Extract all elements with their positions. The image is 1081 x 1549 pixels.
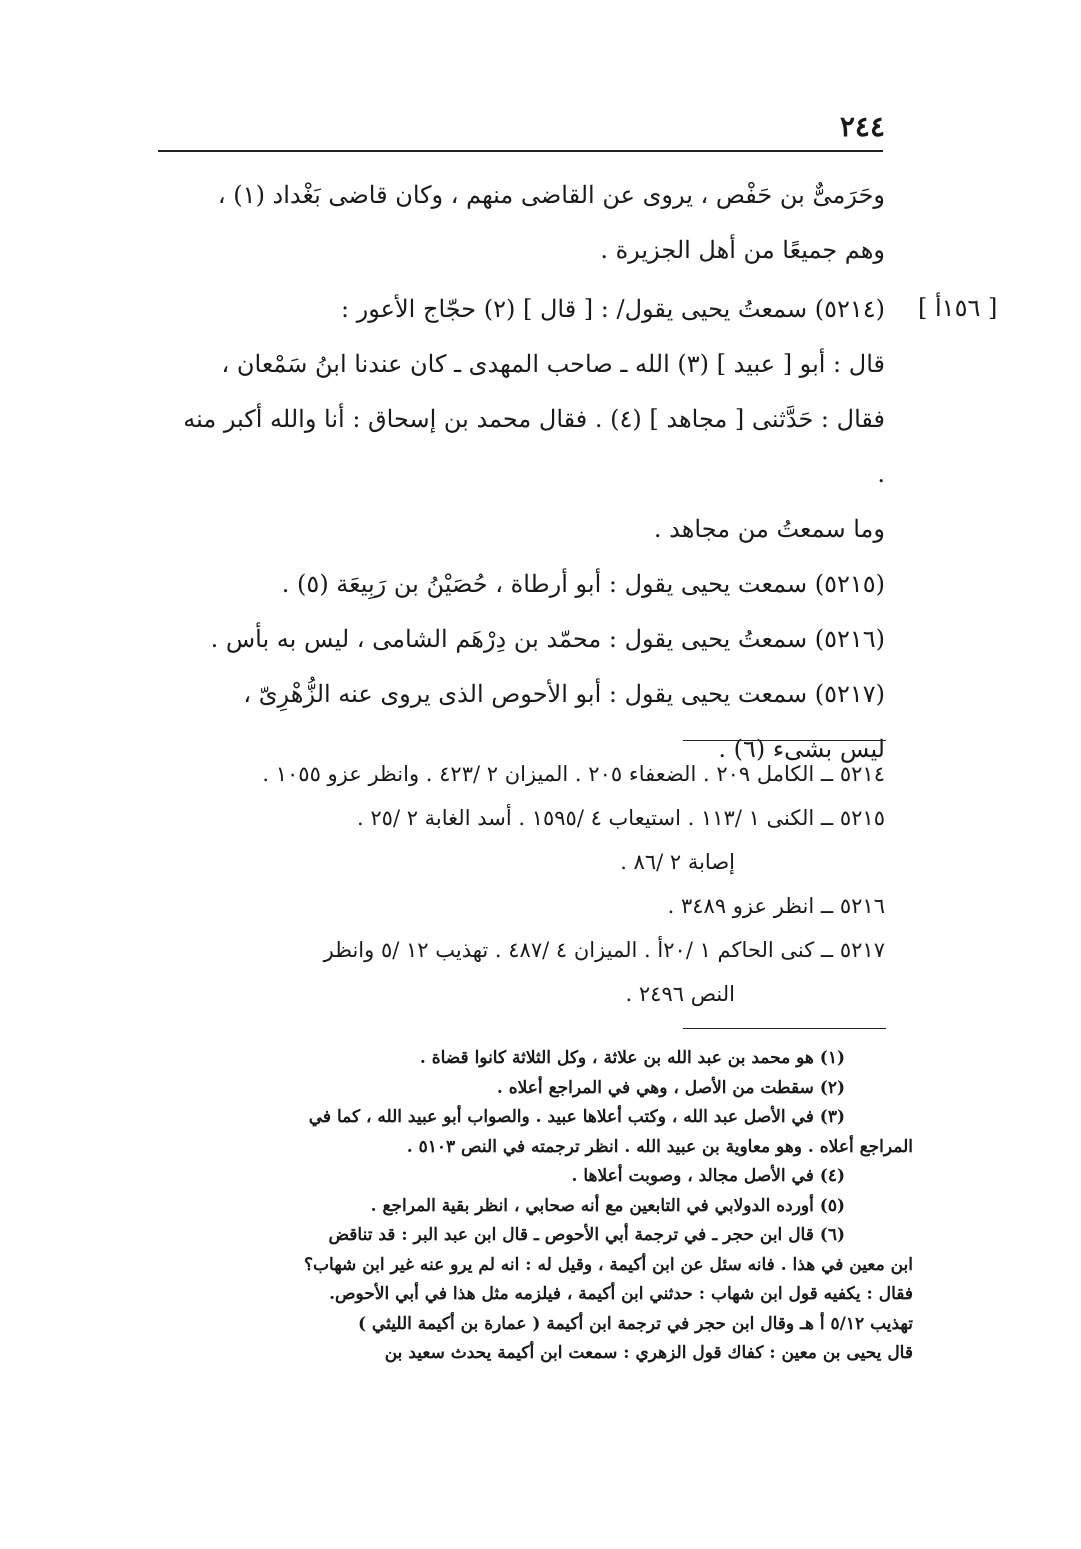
margin-reference: [ ١٥٦أ ] xyxy=(918,294,998,322)
main-line: (٥٢١٥) سمعت يحيى يقول : أبو أرطاة ، حُصَيْنُ بن رَبِيعَة (٥) . xyxy=(281,570,885,598)
footnote-line: قال يحيى بن معين : كفاك قول الزهري : سمعت ابن أكيمة يحدث سعيد بن xyxy=(384,1343,913,1363)
footnote-line: (٥) أورده الدولابي في التابعين مع أنه صحابي ، انظر بقية المراجع . xyxy=(370,1195,845,1216)
main-line: وهم جميعًا من أهل الجزيرة . xyxy=(600,236,885,264)
footnote-line: ابن معين في هذا . فانه سئل عن ابن أكيمة ، وقيل له : انه لم يرو عنه غير ابن شهاب؟ xyxy=(304,1254,913,1275)
footnote-line: (٣) في الأصل عبد الله ، وكتب أعلاها عبيد . والصواب أبو عبيد الله ، كما في xyxy=(308,1107,845,1127)
main-line: (٥٢١٧) سمعت يحيى يقول : أبو الأحوص الذى يروى عنه الزُّهْرِىّ ، xyxy=(243,680,885,708)
main-line: ليس بشىء (٦) . xyxy=(718,735,885,763)
footnote-line: فقال : يكفيه قول ابن شهاب : حدثني ابن أكيمة ، فيلزمه مثل هذا في أبي الأحوص. xyxy=(329,1284,913,1304)
footnote-line: (١) هو محمد بن عبد الله بن علاثة ، وكل الثلاثة كانوا قضاة . xyxy=(419,1048,845,1068)
source-line: ٥٢١٦ ــ انظر عزو ٣٤٨٩ . xyxy=(667,894,885,918)
footnote-line: (٦) قال ابن حجر ـ في ترجمة أبي الأحوص ـ قال ابن عبد البر : قد تناقض xyxy=(328,1225,845,1245)
source-line: ٥٢١٧ ــ كنى الحاكم ١ /٢٠أ . الميزان ٤ /٤٨٧ . تهذيب ١٢ /٥ وانظر xyxy=(323,938,885,962)
page-number: ٢٤٤ xyxy=(839,110,885,143)
footnote-line: تهذيب ٥/١٢ أ هـ وقال ابن حجر في ترجمة ابن أكيمة ( عمارة بن أكيمة الليثي ) xyxy=(357,1313,913,1334)
header-rule xyxy=(158,150,883,152)
footnotes xyxy=(155,1044,913,1369)
main-text xyxy=(175,168,885,777)
footnote-line: المراجع أعلاه . وهو معاوية بن عبيد الله . انظر ترجمته في النص ٥١٠٣ . xyxy=(406,1136,913,1157)
main-line: وما سمعتُ من مجاهد . xyxy=(653,515,885,543)
footnote-line: (٤) في الأصل مجالد ، وصوبت أعلاها . xyxy=(571,1166,845,1186)
source-line: النص ٢٤٩٦ . xyxy=(625,982,735,1006)
notes-rule xyxy=(683,1028,886,1029)
main-line: وحَرَمىٌّ بن حَفْص ، يروى عن القاضى منهم ، وكان قاضى بَغْداد (١) ، xyxy=(217,181,885,209)
footnote-line: (٢) سقطت من الأصل ، وهي في المراجع أعلاه . xyxy=(496,1077,845,1098)
main-line: قال : أبو [ عبيد ] (٣) الله ـ صاحب المهدى ـ كان عندنا ابنُ سَمْعان ، xyxy=(221,350,885,378)
source-line: ٥٢١٥ ــ الكنى ١ /١١٣ . استيعاب ٤ /١٥٩٥ . أسد الغابة ٢ /٢٥ . xyxy=(357,806,885,830)
sources-rule xyxy=(683,740,886,741)
main-line: (٥٢١٦) سمعتُ يحيى يقول : محمّد بن دِرْهَم الشامى ، ليس به بأس . xyxy=(210,625,885,653)
source-line: ٥٢١٤ ــ الكامل ٢٠٩ . الضعفاء ٢٠٥ . الميزان ٢ /٤٢٣ . وانظر عزو ١٠٥٥ . xyxy=(262,762,885,786)
source-line: إصابة ٢ /٨٦ . xyxy=(620,850,735,874)
sources xyxy=(175,752,885,1016)
main-line: (٥٢١٤) سمعتُ يحيى يقول/ : [ قال ] (٢) حجّاج الأعور : xyxy=(340,295,885,323)
main-line: فقال : حَدَّثنى [ مجاهد ] (٤) . فقال محمد بن إسحاق : أنا والله أكبر منه . xyxy=(183,405,885,488)
